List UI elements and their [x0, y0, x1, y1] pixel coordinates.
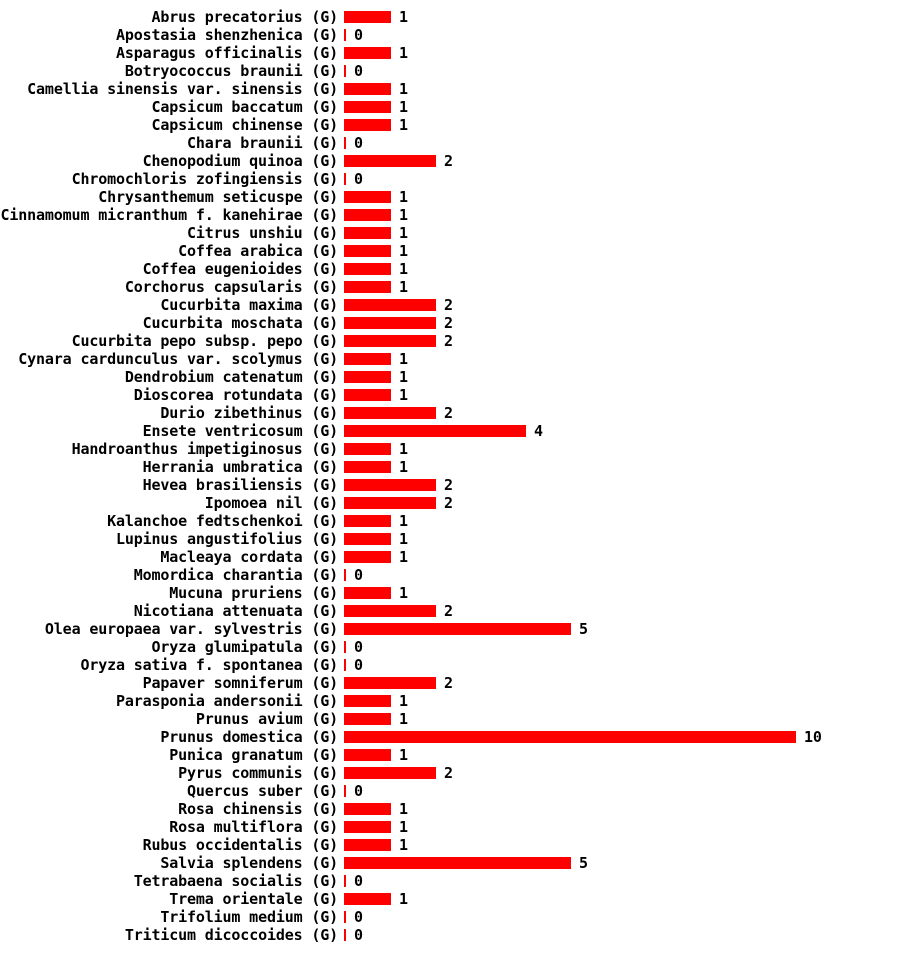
chart-row [0, 80, 900, 98]
bar [344, 335, 436, 347]
bar [344, 299, 436, 311]
bar [344, 119, 391, 131]
bar [344, 839, 391, 851]
species-label: Cucurbita pepo subsp. pepo (G) [71, 332, 338, 350]
bar-value-label: 2 [444, 332, 453, 350]
bar [344, 713, 391, 725]
bar [344, 677, 436, 689]
species-label: Punica granatum (G) [169, 746, 338, 764]
species-label: Oryza glumipatula (G) [151, 638, 338, 656]
bar [344, 479, 436, 491]
bar [344, 641, 346, 653]
chart-row [0, 548, 900, 566]
bar-value-label: 1 [399, 188, 408, 206]
chart-row [0, 872, 900, 890]
species-label: Pyrus communis (G) [178, 764, 338, 782]
bar [344, 821, 391, 833]
species-label: Hevea brasiliensis (G) [142, 476, 338, 494]
bar [344, 191, 391, 203]
chart-row [0, 512, 900, 530]
bar-value-label: 1 [399, 368, 408, 386]
chart-row [0, 386, 900, 404]
species-label: Cucurbita moschata (G) [142, 314, 338, 332]
bar [344, 137, 346, 149]
bar [344, 551, 391, 563]
bar-value-label: 0 [354, 908, 363, 926]
chart-row [0, 260, 900, 278]
bar-value-label: 1 [399, 836, 408, 854]
bar-value-label: 1 [399, 224, 408, 242]
bar-value-label: 1 [399, 278, 408, 296]
chart-row [0, 890, 900, 908]
bar-value-label: 1 [399, 80, 408, 98]
chart-row [0, 746, 900, 764]
species-label: Cucurbita maxima (G) [160, 296, 338, 314]
chart-row [0, 692, 900, 710]
bar [344, 587, 391, 599]
bar-value-label: 1 [399, 386, 408, 404]
bar-value-label: 4 [534, 422, 543, 440]
species-label: Chrysanthemum seticuspe (G) [98, 188, 338, 206]
chart-row [0, 26, 900, 44]
bar [344, 875, 346, 887]
bar-value-label: 5 [579, 854, 588, 872]
species-label: Durio zibethinus (G) [160, 404, 338, 422]
bar [344, 857, 571, 869]
species-label: Papaver somniferum (G) [142, 674, 338, 692]
bar [344, 515, 391, 527]
bar-value-label: 10 [804, 728, 822, 746]
chart-row [0, 224, 900, 242]
bar [344, 227, 391, 239]
bar-value-label: 1 [399, 512, 408, 530]
bar [344, 749, 391, 761]
bar-value-label: 1 [399, 8, 408, 26]
species-label: Ipomoea nil (G) [204, 494, 338, 512]
chart-row [0, 242, 900, 260]
species-label: Nicotiana attenuata (G) [133, 602, 338, 620]
bar-value-label: 1 [399, 206, 408, 224]
species-label: Rosa chinensis (G) [178, 800, 338, 818]
species-label: Capsicum baccatum (G) [151, 98, 338, 116]
bar-value-label: 1 [399, 440, 408, 458]
bar [344, 263, 391, 275]
chart-row [0, 656, 900, 674]
bar [344, 371, 391, 383]
bar-value-label: 0 [354, 566, 363, 584]
species-label: Quercus suber (G) [187, 782, 338, 800]
bar [344, 317, 436, 329]
species-label: Chromochloris zofingiensis (G) [71, 170, 338, 188]
bar [344, 245, 391, 257]
chart-row [0, 98, 900, 116]
bar-value-label: 0 [354, 926, 363, 944]
chart-row [0, 674, 900, 692]
species-label: Macleaya cordata (G) [160, 548, 338, 566]
bar-value-label: 1 [399, 530, 408, 548]
species-label: Apostasia shenzhenica (G) [115, 26, 338, 44]
chart-row [0, 422, 900, 440]
bar [344, 695, 391, 707]
species-label: Cinnamomum micranthum f. kanehirae (G) [0, 206, 338, 224]
species-label: Dioscorea rotundata (G) [133, 386, 338, 404]
bar [344, 767, 436, 779]
bar [344, 605, 436, 617]
species-label: Asparagus officinalis (G) [115, 44, 338, 62]
chart-row [0, 566, 900, 584]
species-label: Prunus avium (G) [195, 710, 338, 728]
chart-row [0, 8, 900, 26]
species-label: Cynara cardunculus var. scolymus (G) [18, 350, 338, 368]
bar-value-label: 0 [354, 872, 363, 890]
bar-value-label: 1 [399, 818, 408, 836]
species-label: Olea europaea var. sylvestris (G) [44, 620, 338, 638]
chart-row [0, 332, 900, 350]
chart-row [0, 458, 900, 476]
bar [344, 911, 346, 923]
chart-row [0, 44, 900, 62]
bar-value-label: 2 [444, 476, 453, 494]
chart-row [0, 710, 900, 728]
chart-row [0, 116, 900, 134]
bar [344, 155, 436, 167]
chart-row [0, 134, 900, 152]
species-label: Mucuna pruriens (G) [169, 584, 338, 602]
bar-value-label: 0 [354, 656, 363, 674]
bar-value-label: 1 [399, 98, 408, 116]
species-label: Handroanthus impetiginosus (G) [71, 440, 338, 458]
chart-row [0, 170, 900, 188]
bar-value-label: 2 [444, 674, 453, 692]
bar-value-label: 1 [399, 116, 408, 134]
chart-row [0, 404, 900, 422]
species-label: Kalanchoe fedtschenkoi (G) [107, 512, 338, 530]
chart-row [0, 926, 900, 944]
bar-value-label: 2 [444, 494, 453, 512]
bar [344, 173, 346, 185]
bar-value-label: 1 [399, 710, 408, 728]
chart-row [0, 764, 900, 782]
species-label: Coffea arabica (G) [178, 242, 338, 260]
chart-row [0, 602, 900, 620]
bar [344, 11, 391, 23]
chart-row [0, 206, 900, 224]
species-label: Lupinus angustifolius (G) [115, 530, 338, 548]
species-label: Dendrobium catenatum (G) [124, 368, 338, 386]
bar-value-label: 5 [579, 620, 588, 638]
bar-value-label: 1 [399, 44, 408, 62]
bar [344, 389, 391, 401]
bar-value-label: 0 [354, 170, 363, 188]
species-label: Corchorus capsularis (G) [124, 278, 338, 296]
species-label: Ensete ventricosum (G) [142, 422, 338, 440]
bar [344, 533, 391, 545]
chart-row [0, 854, 900, 872]
chart-row [0, 836, 900, 854]
species-label: Salvia splendens (G) [160, 854, 338, 872]
bar-value-label: 2 [444, 152, 453, 170]
chart-row [0, 530, 900, 548]
chart-row [0, 908, 900, 926]
bar [344, 893, 391, 905]
species-label: Abrus precatorius (G) [151, 8, 338, 26]
species-label: Rosa multiflora (G) [169, 818, 338, 836]
bar [344, 209, 391, 221]
chart-row [0, 278, 900, 296]
chart-row [0, 440, 900, 458]
bar-value-label: 0 [354, 62, 363, 80]
species-label: Parasponia andersonii (G) [115, 692, 338, 710]
bar [344, 65, 346, 77]
bar [344, 425, 526, 437]
bar-value-label: 2 [444, 764, 453, 782]
bar [344, 353, 391, 365]
bar-value-label: 2 [444, 296, 453, 314]
bar [344, 101, 391, 113]
bar-value-label: 1 [399, 692, 408, 710]
bar-value-label: 2 [444, 314, 453, 332]
bar-value-label: 1 [399, 746, 408, 764]
chart-row [0, 296, 900, 314]
species-label: Coffea eugenioides (G) [142, 260, 338, 278]
species-label: Triticum dicoccoides (G) [124, 926, 338, 944]
bar [344, 623, 571, 635]
bar-value-label: 0 [354, 638, 363, 656]
bar-value-label: 2 [444, 602, 453, 620]
species-label: Herrania umbratica (G) [142, 458, 338, 476]
species-label: Capsicum chinense (G) [151, 116, 338, 134]
chart-row [0, 188, 900, 206]
species-label: Chara braunii (G) [187, 134, 338, 152]
chart-row [0, 818, 900, 836]
bar [344, 443, 391, 455]
bar-value-label: 1 [399, 242, 408, 260]
bar [344, 47, 391, 59]
species-label: Momordica charantia (G) [133, 566, 338, 584]
bar [344, 785, 346, 797]
bar-value-label: 0 [354, 782, 363, 800]
chart-row [0, 620, 900, 638]
species-label: Chenopodium quinoa (G) [142, 152, 338, 170]
bar [344, 803, 391, 815]
species-label: Oryza sativa f. spontanea (G) [80, 656, 338, 674]
bar-value-label: 1 [399, 458, 408, 476]
chart-row [0, 782, 900, 800]
bar [344, 929, 346, 941]
bar [344, 83, 391, 95]
bar [344, 731, 796, 743]
chart-row [0, 584, 900, 602]
chart-row [0, 350, 900, 368]
bar [344, 281, 391, 293]
species-label: Prunus domestica (G) [160, 728, 338, 746]
bar-value-label: 2 [444, 404, 453, 422]
bar [344, 407, 436, 419]
bar [344, 569, 346, 581]
bar-value-label: 1 [399, 584, 408, 602]
bar-value-label: 1 [399, 350, 408, 368]
bar-value-label: 1 [399, 548, 408, 566]
chart-row [0, 494, 900, 512]
bar [344, 659, 346, 671]
bar [344, 461, 391, 473]
chart-row [0, 728, 900, 746]
bar-value-label: 0 [354, 134, 363, 152]
chart-row [0, 368, 900, 386]
bar-value-label: 1 [399, 800, 408, 818]
species-label: Camellia sinensis var. sinensis (G) [27, 80, 338, 98]
bar-value-label: 1 [399, 260, 408, 278]
bar-value-label: 0 [354, 26, 363, 44]
chart-row [0, 152, 900, 170]
bar-value-label: 1 [399, 890, 408, 908]
species-label: Trifolium medium (G) [160, 908, 338, 926]
chart-row [0, 638, 900, 656]
chart-row [0, 800, 900, 818]
species-label: Rubus occidentalis (G) [142, 836, 338, 854]
chart-row [0, 476, 900, 494]
bar [344, 497, 436, 509]
species-label: Botryococcus braunii (G) [124, 62, 338, 80]
chart-row [0, 314, 900, 332]
species-label: Citrus unshiu (G) [187, 224, 338, 242]
species-label: Trema orientale (G) [169, 890, 338, 908]
bar [344, 29, 346, 41]
chart-row [0, 62, 900, 80]
species-label: Tetrabaena socialis (G) [133, 872, 338, 890]
